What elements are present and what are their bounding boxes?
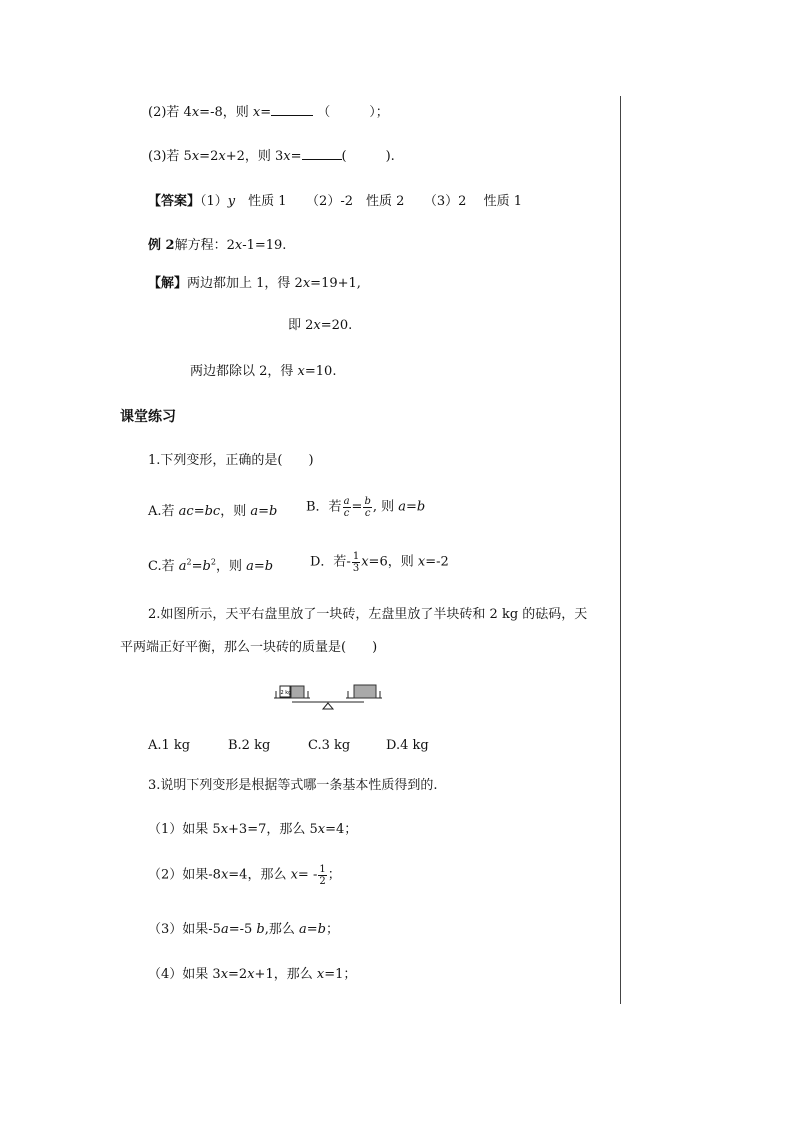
var: b — [264, 559, 274, 574]
text: = — [193, 504, 205, 519]
text: =19+1, — [310, 276, 361, 291]
fraction — [318, 864, 326, 887]
text: =20. — [320, 318, 353, 333]
var: x — [283, 149, 291, 164]
var: x — [220, 822, 229, 837]
exercise-1-option-c — [148, 559, 273, 575]
text: = — [290, 149, 302, 164]
var: a — [250, 504, 259, 519]
var: x — [191, 149, 200, 164]
solution-step-2 — [288, 318, 352, 334]
text: +2，则 3 — [225, 149, 284, 164]
exercise-2-option-d: D.4 kg — [386, 738, 429, 753]
text: = — [191, 559, 203, 574]
exercise-1-option-d — [310, 551, 449, 574]
var: b — [202, 559, 211, 574]
text: （1） — [200, 194, 228, 209]
var: y — [227, 194, 236, 209]
text: =10. — [304, 364, 337, 379]
answer-blank[interactable] — [271, 104, 313, 116]
text: ； — [327, 867, 341, 883]
var: x — [313, 318, 321, 333]
text: = — [351, 499, 363, 515]
text: -1=19. — [242, 238, 287, 253]
half-brick-icon — [291, 686, 304, 698]
text: =4，那么 — [228, 867, 291, 883]
text: ( ). — [341, 149, 395, 164]
fulcrum-icon — [323, 703, 333, 709]
var: x — [361, 554, 369, 570]
option-label: D．若- — [310, 554, 351, 570]
fraction — [352, 551, 360, 574]
denominator: 3 — [352, 563, 360, 574]
text: = — [260, 105, 272, 120]
text: +1，那么 — [254, 967, 317, 982]
text: =-2 — [425, 554, 449, 570]
var: a — [178, 559, 187, 574]
text: = — [406, 499, 417, 515]
exercise-3-stem: 3.说明下列变形是根据等式哪一条基本性质得到的. — [148, 778, 438, 793]
brick-icon — [354, 685, 376, 698]
text: = — [306, 922, 318, 937]
text: （3）如果-5 — [148, 922, 221, 937]
text: = - — [297, 867, 318, 883]
exercise-1-option-b — [306, 496, 425, 519]
text: ，则 — [215, 559, 247, 574]
var: ac — [178, 504, 194, 519]
text: =6，则 — [368, 554, 418, 570]
var: a — [299, 922, 307, 937]
var: x — [297, 364, 305, 379]
section-title: 课堂练习 — [120, 409, 176, 425]
var: x — [218, 149, 226, 164]
answer-line — [148, 194, 522, 210]
var: x — [234, 238, 243, 253]
text: =-5 — [228, 922, 257, 937]
exercise-3-item-1 — [148, 822, 357, 838]
var: x — [252, 105, 261, 120]
numerator: a — [343, 496, 350, 507]
var: bc — [204, 504, 221, 519]
exponent: 2 — [210, 557, 216, 567]
exercise-3-item-3 — [148, 922, 339, 938]
exercise-2-line-2: 平两端正好平衡，那么一块砖的质量是( ) — [120, 640, 378, 655]
text: ； — [326, 922, 340, 937]
text: = — [258, 504, 270, 519]
var: a — [220, 922, 229, 937]
var: x — [247, 967, 255, 982]
var: x — [220, 967, 229, 982]
question-2-line — [148, 104, 389, 121]
exercise-3-item-2 — [148, 864, 341, 887]
exercise-3-item-4 — [148, 967, 356, 983]
question-3-line — [148, 148, 395, 165]
numerator: 1 — [352, 551, 360, 562]
var: x — [316, 967, 325, 982]
var: x — [290, 867, 298, 883]
text: (3)若 5 — [148, 149, 192, 164]
text: 两边都除以 2，得 — [190, 364, 298, 379]
var: a — [398, 499, 407, 515]
var: x — [302, 276, 311, 291]
exercise-2-option-c: C.3 kg — [308, 738, 351, 753]
text: （ ）； — [317, 105, 389, 120]
var: x — [220, 867, 229, 883]
text: （2）如果-8 — [148, 867, 221, 883]
var: b — [269, 504, 278, 519]
option-label: C.若 — [148, 559, 179, 574]
text: , 则 — [372, 499, 399, 515]
text: （4）如果 3 — [148, 967, 221, 982]
text: =2 — [228, 967, 248, 982]
var: b — [317, 922, 326, 937]
denominator: c — [364, 508, 371, 519]
text: =2 — [199, 149, 219, 164]
exercise-1-stem: 1.下列变形，正确的是( ) — [148, 453, 314, 468]
solution-line — [148, 276, 361, 292]
exercise-2-option-a: A.1 kg — [148, 738, 191, 753]
fraction — [363, 496, 371, 519]
text: 解方程：2 — [174, 238, 235, 253]
answer-label: 【答案】 — [148, 194, 201, 209]
text: ，则 — [220, 504, 251, 519]
answer-blank[interactable] — [302, 148, 342, 160]
var: x — [417, 554, 426, 570]
page-margin-line — [620, 96, 621, 1004]
solution-step-3 — [190, 364, 336, 380]
option-label: B．若 — [306, 499, 342, 515]
numerator: b — [364, 496, 371, 507]
example-label: 例 2 — [148, 238, 175, 253]
text: +3=7，那么 5 — [228, 822, 318, 837]
text: 性质 1 （2）-2 性质 2 （3）2 性质 1 — [235, 194, 522, 209]
var: b — [416, 499, 426, 515]
weight-label: 2 kg — [280, 690, 292, 696]
exponent: 2 — [186, 557, 192, 567]
option-label: A.若 — [148, 504, 179, 519]
var: b — [256, 922, 265, 937]
var: a — [246, 559, 254, 574]
text: （1）如果 5 — [148, 822, 221, 837]
var: x — [317, 822, 326, 837]
denominator: c — [343, 508, 350, 519]
text: 即 2 — [288, 318, 314, 333]
exercise-1-option-a — [148, 504, 277, 520]
denominator: 2 — [319, 876, 326, 887]
text: (2)若 4 — [148, 105, 192, 120]
text: =1； — [324, 967, 357, 982]
text: =4； — [325, 822, 358, 837]
var: x — [191, 105, 200, 120]
balance-scale-figure — [272, 678, 386, 712]
example-2-line — [148, 238, 286, 254]
fraction — [343, 496, 351, 519]
text: =-8，则 — [199, 105, 253, 120]
text: 两边都加上 1，得 2 — [187, 276, 303, 291]
exercise-2-line-1: 2.如图所示，天平右盘里放了一块砖，左盘里放了半块砖和 2 kg 的砝码，天 — [148, 607, 588, 622]
solution-label: 【解】 — [148, 276, 188, 291]
text: = — [253, 559, 265, 574]
numerator: 1 — [319, 864, 326, 875]
text: ,那么 — [264, 922, 299, 937]
exercise-2-option-b: B.2 kg — [228, 738, 271, 753]
